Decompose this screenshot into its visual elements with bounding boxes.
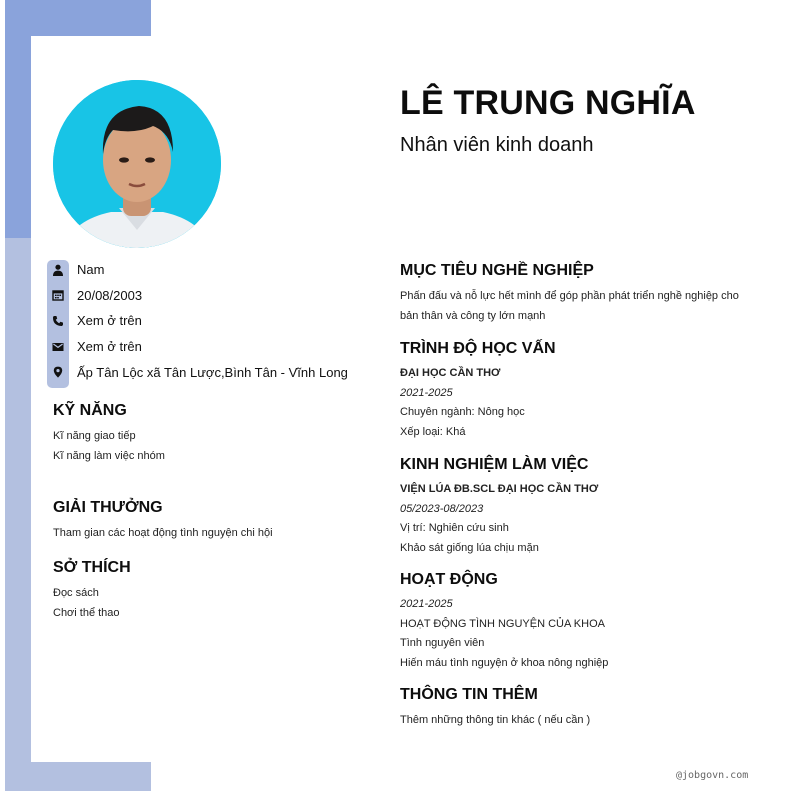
awards-title: GIẢI THƯỞNG — [53, 499, 163, 516]
location-icon — [47, 361, 69, 383]
contact-birthday — [47, 283, 348, 309]
skills-title: KỸ NĂNG — [53, 402, 127, 419]
person-icon — [47, 259, 69, 281]
watermark: @jobgovn.com — [676, 770, 749, 781]
contact-address-text: Ấp Tân Lộc xã Tân Lược,Bình Tân - Vĩnh Long — [77, 364, 348, 380]
objective-text: Phấn đấu và nỗ lực hết mình để góp phần phát triển nghề nghiệp cho bản thân và công ty lớn mạnh — [400, 290, 739, 322]
experience-period: 05/2023-08/2023 — [400, 502, 484, 515]
hobbies-title: SỞ THÍCH — [53, 559, 131, 576]
calendar-icon — [47, 284, 69, 306]
experience-body — [400, 480, 598, 558]
education-period: 2021-2025 — [400, 386, 453, 399]
activities-body — [400, 595, 608, 673]
hobby-item: Đọc sách — [53, 587, 99, 599]
hobby-item: Chơi thể thao — [53, 606, 120, 619]
experience-desc: Khảo sát giống lúa chịu mặn — [400, 541, 539, 554]
activities-period: 2021-2025 — [400, 598, 453, 610]
award-item: Tham gian các hoạt động tình nguyện chi hội — [53, 527, 273, 539]
candidate-position: Nhân viên kinh doanh — [400, 134, 594, 156]
contact-info-list — [47, 257, 348, 385]
candidate-name: LÊ TRUNG NGHĨA — [400, 84, 696, 122]
objective-title: MỤC TIÊU NGHỀ NGHIỆP — [400, 262, 594, 279]
mail-icon — [47, 336, 69, 358]
contact-address — [47, 359, 348, 385]
education-rank: Xếp loại: Khá — [400, 425, 466, 438]
hobbies-list — [53, 584, 120, 623]
skills-list — [53, 427, 165, 466]
skill-item: Kĩ năng giao tiếp — [53, 430, 136, 442]
extra-title: THÔNG TIN THÊM — [400, 686, 538, 703]
contact-gender — [47, 257, 348, 283]
profile-photo — [53, 80, 221, 248]
contact-email — [47, 334, 348, 360]
phone-icon — [47, 310, 69, 332]
activities-title: HOẠT ĐỘNG — [400, 571, 498, 588]
experience-role: Vị trí: Nghiên cứu sinh — [400, 522, 509, 534]
activities-role: Tình nguyên viên — [400, 637, 485, 649]
contact-phone — [47, 308, 348, 334]
activities-desc: Hiến máu tình nguyện ở khoa nông nghiệp — [400, 656, 609, 669]
education-title: TRÌNH ĐỘ HỌC VẤN — [400, 340, 556, 357]
contact-gender-text: Nam — [77, 262, 105, 278]
education-body — [400, 364, 525, 442]
experience-company: VIỆN LÚA ĐB.SCL ĐẠI HỌC CẦN THƠ — [400, 483, 599, 495]
education-school: ĐẠI HỌC CẦN THƠ — [400, 367, 501, 379]
awards-list — [53, 524, 273, 544]
contact-email-text: Xem ở trên — [77, 339, 142, 355]
extra-text: Thêm những thông tin khác ( nếu cần ) — [400, 714, 591, 726]
experience-title: KINH NGHIỆM LÀM VIỆC — [400, 456, 589, 473]
contact-birthday-text: 20/08/2003 — [77, 287, 143, 303]
skill-item: Kĩ năng làm việc nhóm — [53, 449, 165, 462]
activities-name: HOẠT ĐỘNG TÌNH NGUYỆN CỦA KHOA — [400, 617, 605, 630]
education-major: Chuyên ngành: Nông học — [400, 406, 525, 418]
contact-phone-text: Xem ở trên — [77, 313, 142, 329]
